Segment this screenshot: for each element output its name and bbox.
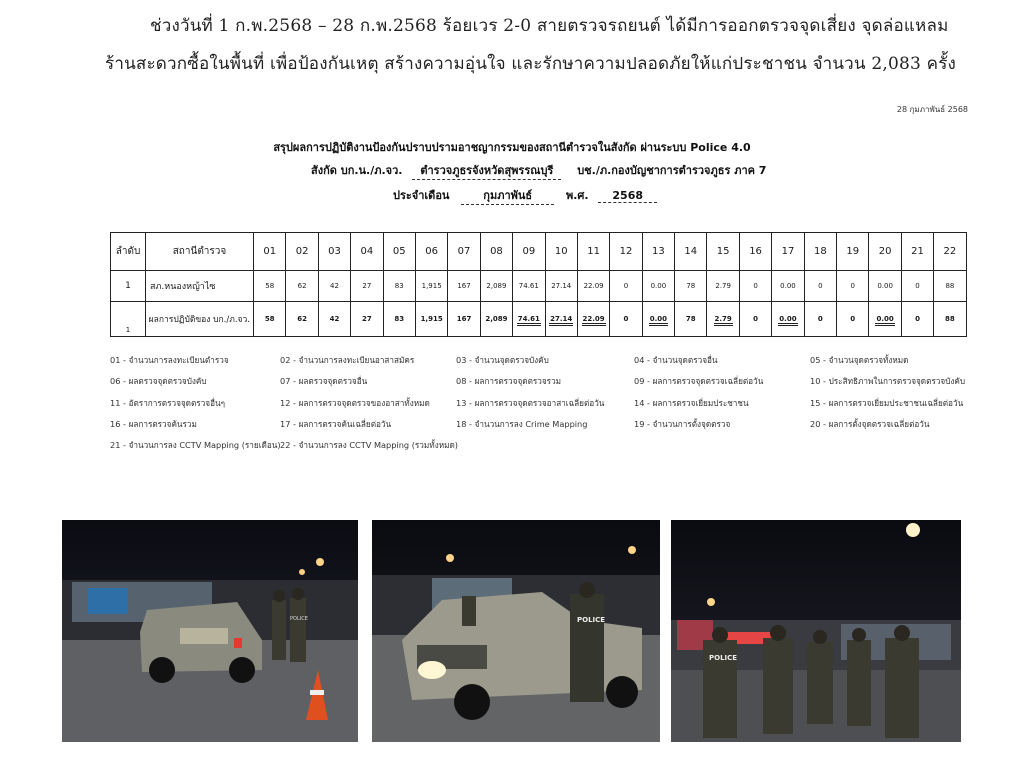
report-affiliation (311, 161, 766, 180)
report-title: สรุปผลการปฏิบัติงานป้องกันปราบปรามอาชญากรรมของสถานีตำรวจในสังกัด ผ่านระบบ Police 4.0 (273, 141, 751, 154)
table-summary-row (111, 302, 967, 337)
column-header-02: 02 (286, 233, 318, 271)
checkpoint-photo-2 (372, 520, 660, 742)
row-sequence: 1 (111, 271, 146, 302)
summary-value-text: 27.14 (549, 315, 573, 326)
legend-item: 13 - ผลการตรวจจุดตรวจอาสาเฉลี่ยต่อวัน (456, 397, 605, 408)
column-header-09: 09 (513, 233, 545, 271)
column-header-19: 19 (837, 233, 869, 271)
column-header-03: 03 (318, 233, 350, 271)
statistics-table (110, 232, 967, 337)
summary-value-text: 22.09 (582, 315, 606, 326)
column-header-sequence: ลำดับ (111, 233, 146, 271)
legend-item: 20 - ผลการตั้งจุดตรวจเฉลี่ยต่อวัน (810, 418, 930, 429)
summary-value-21: 0 (901, 302, 933, 337)
year-value: 2568 (598, 189, 657, 203)
row-value-17: 0.00 (772, 271, 804, 302)
row-value-09: 74.61 (513, 271, 545, 302)
column-header-15: 15 (707, 233, 739, 271)
legend-item: 19 - จำนวนการตั้งจุดตรวจ (634, 418, 731, 429)
legend-item: 10 - ประสิทธิภาพในการตรวจจุดตรวจบังคับ (810, 376, 966, 387)
summary-value-text: 0.00 (875, 315, 894, 326)
row-value-21: 0 (901, 271, 933, 302)
summary-value-16: 0 (739, 302, 771, 337)
table-row (111, 271, 967, 302)
affiliation-value: ตำรวจภูธรจังหวัดสุพรรณบุรี (412, 161, 561, 180)
column-header-20: 20 (869, 233, 901, 271)
summary-value-13 (642, 302, 674, 337)
row-value-18: 0 (804, 271, 836, 302)
summary-value-08: 2,089 (480, 302, 512, 337)
legend-item: 09 - ผลการตรวจจุดตรวจเฉลี่ยต่อวัน (634, 376, 764, 387)
legend-item: 04 - จำนวนจุดตรวจอื่น (634, 355, 718, 365)
summary-value-02: 62 (286, 302, 318, 337)
checkpoint-photo-1 (62, 520, 358, 742)
row-value-07: 167 (448, 271, 480, 302)
column-header-22: 22 (934, 233, 966, 271)
summary-value-text: 0.00 (649, 315, 668, 326)
legend-item: 17 - ผลการตรวจค้นเฉลี่ยต่อวัน (280, 418, 392, 429)
vest-text: POLICE (290, 616, 308, 622)
row-station: สภ.หนองหญ้าไซ (146, 271, 254, 302)
vest-text: POLICE (577, 616, 606, 624)
summary-value-07: 167 (448, 302, 480, 337)
summary-value-text: 0.00 (778, 315, 797, 326)
row-value-04: 27 (351, 271, 383, 302)
summary-value-14: 78 (675, 302, 707, 337)
row-value-19: 0 (837, 271, 869, 302)
row-value-14: 78 (675, 271, 707, 302)
month-label: ประจำเดือน (393, 189, 450, 202)
affiliation-label: สังกัด บก.น./ภ.จว. (311, 164, 403, 177)
summary-value-01: 58 (254, 302, 286, 337)
column-header-16: 16 (739, 233, 771, 271)
summary-station: ผลการปฏิบัติของ บก./ภ.จว. (146, 302, 254, 337)
column-header-04: 04 (351, 233, 383, 271)
summary-value-11 (577, 302, 609, 337)
column-header-13: 13 (642, 233, 674, 271)
column-header-12: 12 (610, 233, 642, 271)
column-header-17: 17 (772, 233, 804, 271)
summary-sequence: 1 (111, 302, 146, 337)
column-header-11: 11 (577, 233, 609, 271)
vest-text: POLICE (709, 654, 738, 662)
row-value-16: 0 (739, 271, 771, 302)
legend-item: 06 - ผลตรวจจุดตรวจบังคับ (110, 376, 207, 387)
summary-value-text: 74.61 (517, 315, 541, 326)
column-header-01: 01 (254, 233, 286, 271)
summary-value-05: 83 (383, 302, 415, 337)
legend-item: 16 - ผลการตรวจค้นรวม (110, 418, 197, 429)
column-header-05: 05 (383, 233, 415, 271)
column-header-21: 21 (901, 233, 933, 271)
row-value-01: 58 (254, 271, 286, 302)
legend-item: 02 - จำนวนการลงทะเบียนอาสาสมัคร (280, 355, 415, 365)
column-header-14: 14 (675, 233, 707, 271)
summary-value-text: 2.79 (714, 315, 733, 326)
summary-value-10 (545, 302, 577, 337)
column-header-08: 08 (480, 233, 512, 271)
summary-value-03: 42 (318, 302, 350, 337)
legend-item: 22 - จำนวนการลง CCTV Mapping (รวมทั้งหมด) (280, 440, 458, 451)
checkpoint-photo-3 (671, 520, 961, 742)
row-value-10: 27.14 (545, 271, 577, 302)
row-value-22: 88 (934, 271, 966, 302)
legend-item: 15 - ผลการตรวจเยี่ยมประชาชนเฉลี่ยต่อวัน (810, 397, 964, 408)
column-header-07: 07 (448, 233, 480, 271)
legend-item: 05 - จำนวนจุดตรวจทั้งหมด (810, 355, 909, 365)
headline-line-2: ร้านสะดวกซื้อในพื้นที่ เพื่อป้องกันเหตุ สร้างความอุ่นใจ และรักษาความปลอดภัยให้แก่ประชาชน จำนวน 2,083 ครั้ง (105, 54, 957, 74)
summary-value-15 (707, 302, 739, 337)
row-value-05: 83 (383, 271, 415, 302)
legend-item: 21 - จำนวนการลง CCTV Mapping (รายเดือน) (110, 440, 281, 451)
summary-value-06: 1,915 (415, 302, 447, 337)
legend-item: 08 - ผลการตรวจจุดตรวจรวม (456, 376, 562, 387)
division-label: บช./ภ.กองบัญชาการตำรวจภูธร ภาค 7 (577, 164, 767, 177)
column-header-station: สถานีตำรวจ (146, 233, 254, 271)
row-value-12: 0 (610, 271, 642, 302)
column-header-06: 06 (415, 233, 447, 271)
legend-item: 18 - จำนวนการลง Crime Mapping (456, 418, 588, 429)
row-value-06: 1,915 (415, 271, 447, 302)
year-label: พ.ศ. (565, 189, 589, 202)
table-header-row (111, 233, 967, 271)
row-value-20: 0.00 (869, 271, 901, 302)
row-value-15: 2.79 (707, 271, 739, 302)
summary-value-09 (513, 302, 545, 337)
summary-value-17 (772, 302, 804, 337)
headline-line-1: ช่วงวันที่ 1 ก.พ.2568 – 28 ก.พ.2568 ร้อยเวร 2-0 สายตรวจรถยนต์ ได้มีการออกตรวจจุดเสี่ยง จุดล่อแหลม (150, 16, 949, 36)
report-period (393, 186, 657, 205)
column-header-18: 18 (804, 233, 836, 271)
legend-item: 11 - อัตราการตรวจจุดตรวจอื่นๆ (110, 397, 226, 408)
legend-item: 14 - ผลการตรวจเยี่ยมประชาชน (634, 397, 749, 408)
legend-item: 01 - จำนวนการลงทะเบียนตำรวจ (110, 355, 229, 365)
summary-value-04: 27 (351, 302, 383, 337)
summary-value-19: 0 (837, 302, 869, 337)
summary-value-22: 88 (934, 302, 966, 337)
month-value: กุมภาพันธ์ (461, 186, 554, 205)
summary-value-20 (869, 302, 901, 337)
report-date: 28 กุมภาพันธ์ 2568 (896, 105, 968, 114)
row-value-03: 42 (318, 271, 350, 302)
legend-item: 07 - ผลตรวจจุดตรวจอื่น (280, 376, 368, 387)
row-value-13: 0.00 (642, 271, 674, 302)
row-value-08: 2,089 (480, 271, 512, 302)
summary-value-12: 0 (610, 302, 642, 337)
row-value-11: 22.09 (577, 271, 609, 302)
summary-value-18: 0 (804, 302, 836, 337)
column-header-10: 10 (545, 233, 577, 271)
row-value-02: 62 (286, 271, 318, 302)
legend-item: 12 - ผลการตรวจจุดตรวจของอาสาทั้งหมด (280, 397, 430, 408)
legend-item: 03 - จำนวนจุดตรวจบังคับ (456, 355, 549, 365)
